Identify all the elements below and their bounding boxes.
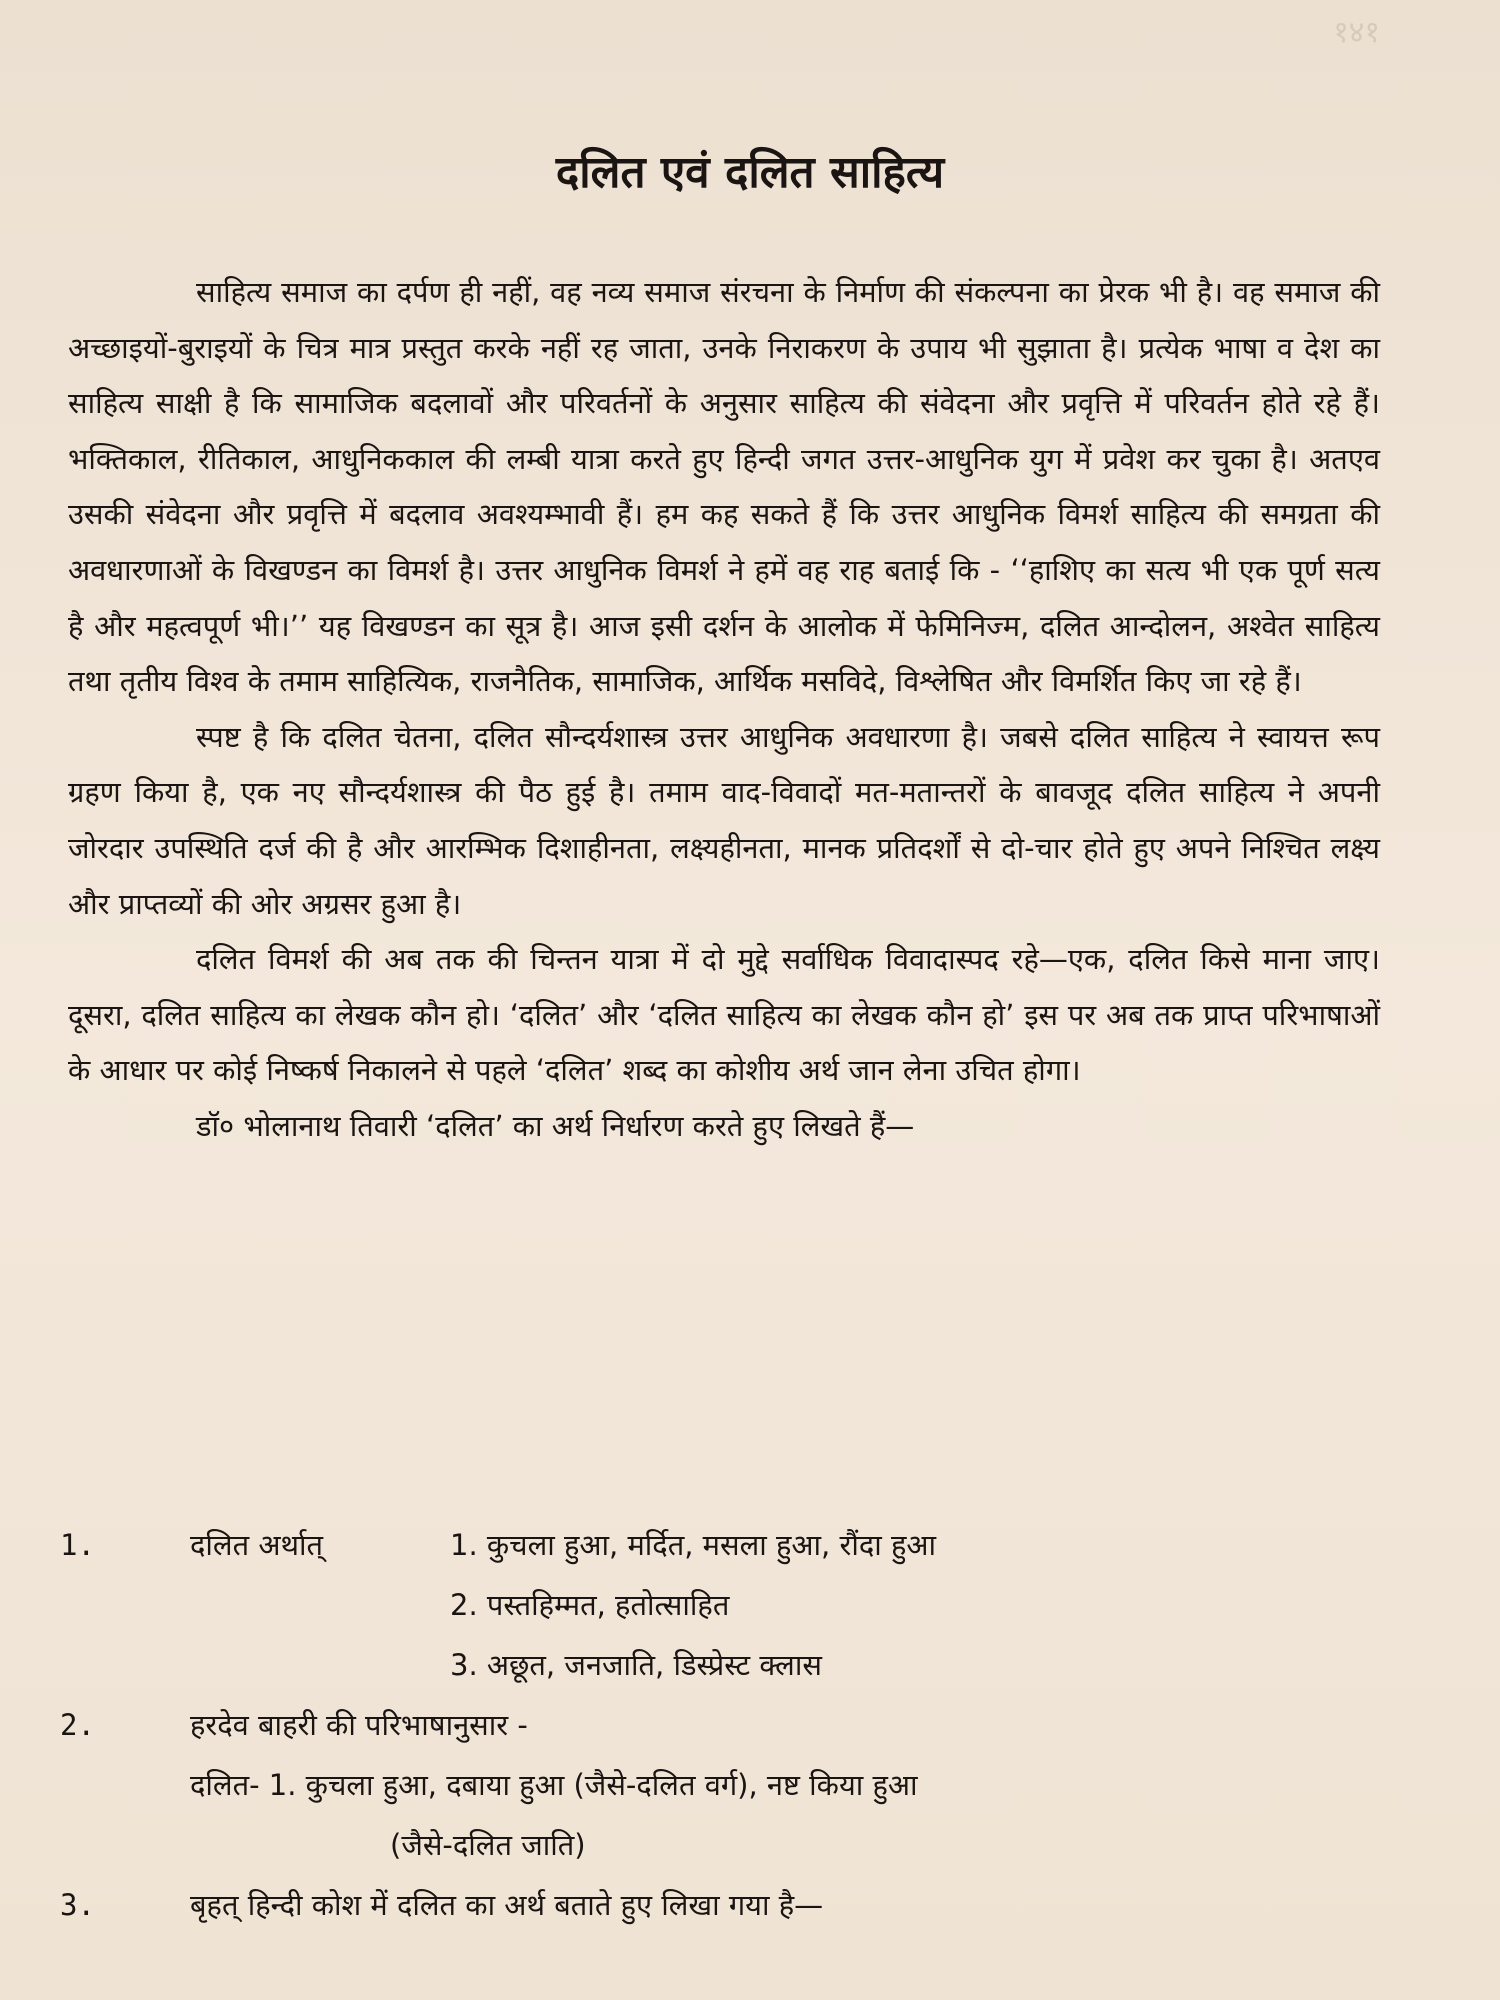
definition-list (60, 1515, 1390, 1935)
definition-number: 1. (60, 1528, 95, 1562)
definition-1-continued (60, 1635, 1390, 1695)
body-text (68, 265, 1380, 1155)
definition-1-continued (60, 1575, 1390, 1635)
paragraph-1: साहित्य समाज का दर्पण ही नहीं, वह नव्य समाज संरचना के निर्माण की संकल्पना का प्रेरक भी है। वह समाज की अच्छाइयों-बुराइयों के चित्र मात्र प्रस्तुत करके नहीं रह जाता, उनके निराकरण के उपाय भी सुझाता है। प्रत्येक भाषा व देश का साहित्य साक्षी है कि सामाजिक बदलावों और परिवर्तनों के अनुसार साहित्य की संवेदना और प्रवृत्ति में परिवर्तन होते रहे हैं। भक्तिकाल, रीतिकाल, आधुनिककाल की लम्बी यात्रा करते हुए हिन्दी जगत उत्तर-आधुनिक युग में प्रवेश कर चुका है। अतएव उसकी संवेदना और प्रवृत्ति में बदलाव अवश्यम्भावी हैं। हम कह सकते हैं कि उत्तर आधुनिक विमर्श साहित्य की समग्रता की अवधारणाओं के विखण्डन का विमर्श है। उत्तर आधुनिक विमर्श ने हमें वह राह बताई कि - ‘‘हाशिए का सत्य भी एक पूर्ण सत्य है और महत्वपूर्ण भी।’’ यह विखण्डन का सूत्र है। आज इसी दर्शन के आलोक में फेमिनिज्म, दलित आन्दोलन, अश्वेत साहित्य तथा तृतीय विश्व के तमाम साहित्यिक, राजनैतिक, सामाजिक, आर्थिक मसविदे, विश्लेषित और विमर्शित किए जा रहे हैं। (68, 275, 1380, 699)
definition-2-line (60, 1815, 1390, 1875)
definition-item: 1. कुचला हुआ, मर्दित, मसला हुआ, रौंदा हुआ (450, 1528, 937, 1562)
definition-number: 3. (60, 1888, 95, 1922)
definition-item: 3. अछूत, जनजाति, डिस्प्रेस्ट क्लास (450, 1648, 822, 1682)
page-number-bleed: १४१ (1333, 15, 1380, 50)
paragraph-2: स्पष्ट है कि दलित चेतना, दलित सौन्दर्यशास्त्र उत्तर आधुनिक अवधारणा है। जबसे दलित साहित्य ने स्वायत्त रूप ग्रहण किया है, एक नए सौन्दर्यशास्त्र की पैठ हुई है। तमाम वाद-विवादों मत-मतान्तरों के बावजूद दलित साहित्य ने अपनी जोरदार उपस्थिति दर्ज की है और आरम्भिक दिशाहीनता, लक्ष्यहीनता, मानक प्रतिदर्शों से दो-चार होते हुए अपने निश्चित लक्ष्य और प्राप्तव्यों की ओर अग्रसर हुआ है। (68, 719, 1380, 921)
definition-item: (जैसे-दलित जाति) (390, 1828, 586, 1862)
chapter-title: दलित एवं दलित साहित्य (555, 147, 945, 198)
paragraph-4: डॉ० भोलानाथ तिवारी ‘दलित’ का अर्थ निर्धारण करते हुए लिखते हैं— (196, 1108, 915, 1143)
definition-label: हरदेव बाहरी की परिभाषानुसार - (190, 1708, 528, 1742)
definition-item: 2. पस्तहिम्मत, हतोत्साहित (450, 1588, 730, 1622)
paragraph-3: दलित विमर्श की अब तक की चिन्तन यात्रा में दो मुद्दे सर्वाधिक विवादास्पद रहे—एक, दलित किसे माना जाए। दूसरा, दलित साहित्य का लेखक कौन हो। ‘दलित’ और ‘दलित साहित्य का लेखक कौन हो’ इस पर अब तक प्राप्त परिभाषाओं के आधार पर कोई निष्कर्ष निकालने से पहले ‘दलित’ शब्द का कोशीय अर्थ जान लेना उचित होगा। (68, 942, 1380, 1088)
definition-1 (60, 1515, 1390, 1575)
definition-label: बृहत् हिन्दी कोश में दलित का अर्थ बताते हुए लिखा गया है— (190, 1888, 824, 1922)
definition-2 (60, 1695, 1390, 1755)
definition-2-line (60, 1755, 1390, 1815)
definition-item: दलित- 1. कुचला हुआ, दबाया हुआ (जैसे-दलित वर्ग), नष्ट किया हुआ (190, 1768, 918, 1802)
definition-number: 2. (60, 1708, 95, 1742)
definition-label: दलित अर्थात् (190, 1528, 324, 1562)
definition-3 (60, 1875, 1390, 1935)
